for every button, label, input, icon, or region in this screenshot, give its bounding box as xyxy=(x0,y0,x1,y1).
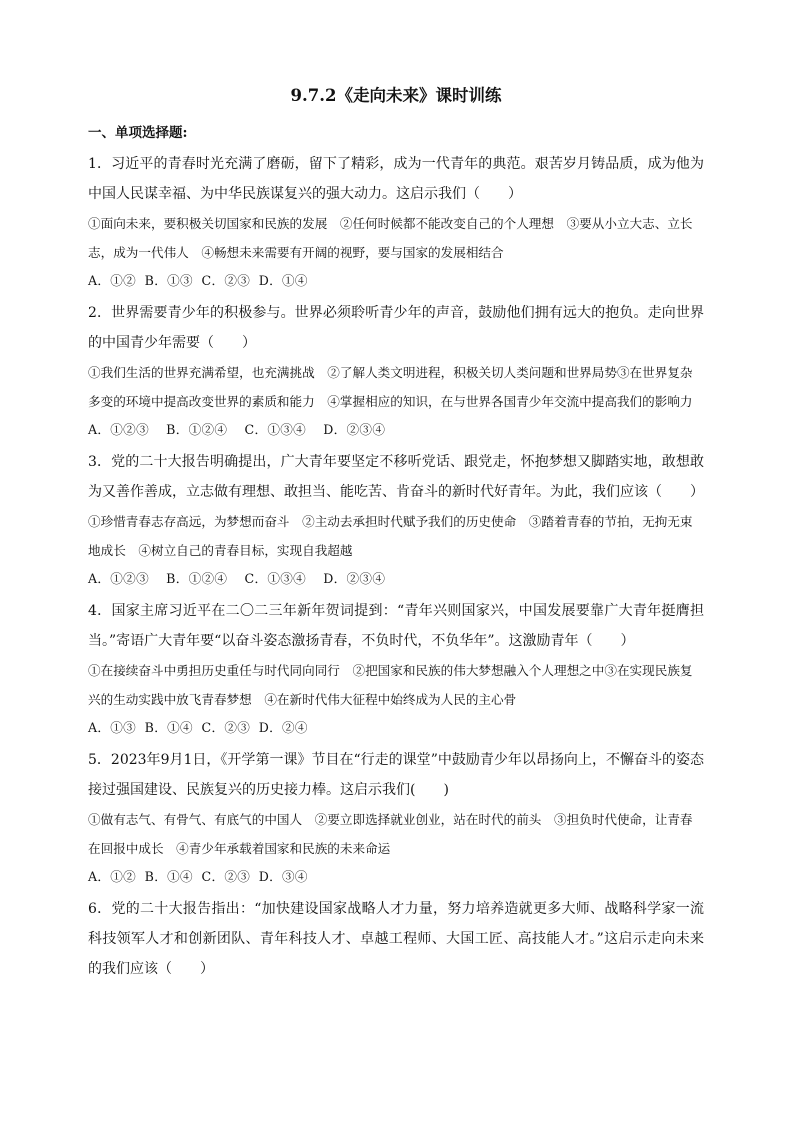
question-2 xyxy=(88,298,704,444)
section-heading: 一、单项选择题: xyxy=(88,125,188,141)
answer-choices: A．①②③ B．①②④ C．①③④ D．②③④ xyxy=(88,571,386,586)
question-statements: ①珍惜青春志存高远，为梦想而奋斗 ②主动去承担时代赋予我们的历史使命 ③踏着青春的节拍，无拘无束地成长 ④树立自己的青春目标，实现自我超越 xyxy=(88,514,693,558)
question-statements: ①面向未来，要积极关切国家和民族的发展 ②任何时候都不能改变自己的个人理想 ③要从小立大志、立长志，成为一代伟人 ④畅想未来需要有开阔的视野，要与国家的发展相结合 xyxy=(88,216,693,260)
question-statements: ①我们生活的世界充满希望，也充满挑战 ②了解人类文明进程，积极关切人类问题和世界局势③在世界复杂多变的环境中提高改变世界的素质和能力 ④掌握相应的知识，在与世界各国青少年交流中提高我们的影响力 xyxy=(88,365,693,409)
question-stem: 6．党的二十大报告指出：“加快建设国家战略人才力量，努力培养造就更多大师、战略科学家一流科技领军人才和创新团队、青年科技人才、卓越工程师、大国工匠、高技能人才。”这启示走向未来的我们应该（ ） xyxy=(88,901,704,977)
question-stem: 4．国家主席习近平在二〇二三年新年贺词提到：“青年兴则国家兴，中国发展要靠广大青年挺膺担当。”寄语广大青年要“以奋斗姿态激扬青春，不负时代，不负华年”。这激励青年（ ） xyxy=(88,603,704,649)
question-4 xyxy=(88,596,704,742)
question-statements: ①做有志气、有骨气、有底气的中国人 ②要立即选择就业创业，站在时代的前头 ③担负时代使命，让青春在回报中成长 ④青少年承载着国家和民族的未来命运 xyxy=(88,812,693,856)
answer-choices: A．①② B．①③ C．②③ D．①④ xyxy=(88,273,308,288)
document-page xyxy=(88,84,704,984)
question-stem: 2．世界需要青少年的积极参与。世界必须聆听青少年的声音，鼓励他们拥有远大的抱负。走向世界的中国青少年需要（ ） xyxy=(88,305,704,351)
question-stem: 1．习近平的青春时光充满了磨砺，留下了精彩，成为一代青年的典范。艰苦岁月铸品质，成为他为中国人民谋幸福、为中华民族谋复兴的强大动力。这启示我们（ ） xyxy=(88,156,704,202)
document-title: 9.7.2《走向未来》课时训练 xyxy=(290,86,502,105)
answer-choices: A．①②③ B．①②④ C．①③④ D．②③④ xyxy=(88,422,386,437)
question-stem: 3．党的二十大报告明确提出，广大青年要坚定不移听党话、跟党走，怀抱梦想又脚踏实地，敢想敢为又善作善成，立志做有理想、敢担当、能吃苦、肯奋斗的新时代好青年。为此，我们应该（ ） xyxy=(88,454,704,500)
question-6 xyxy=(88,894,704,984)
question-3 xyxy=(88,447,704,593)
question-1 xyxy=(88,149,704,295)
question-statements: ①在接续奋斗中勇担历史重任与时代同向同行 ②把国家和民族的伟大梦想融入个人理想之中③在实现民族复兴的生动实践中放飞青春梦想 ④在新时代伟大征程中始终成为人民的主心骨 xyxy=(88,663,693,707)
question-stem: 5．2023年9月1日，《开学第一课》节目在“行走的课堂”中鼓励青少年以昂扬向上，不懈奋斗的姿态接过强国建设、民族复兴的历史接力棒。这启示我们( ) xyxy=(88,752,704,798)
question-5 xyxy=(88,745,704,891)
answer-choices: A．①② B．①④ C．②③ D．③④ xyxy=(88,869,308,884)
answer-choices: A．①③ B．①④ C．②③ D．②④ xyxy=(88,720,308,735)
